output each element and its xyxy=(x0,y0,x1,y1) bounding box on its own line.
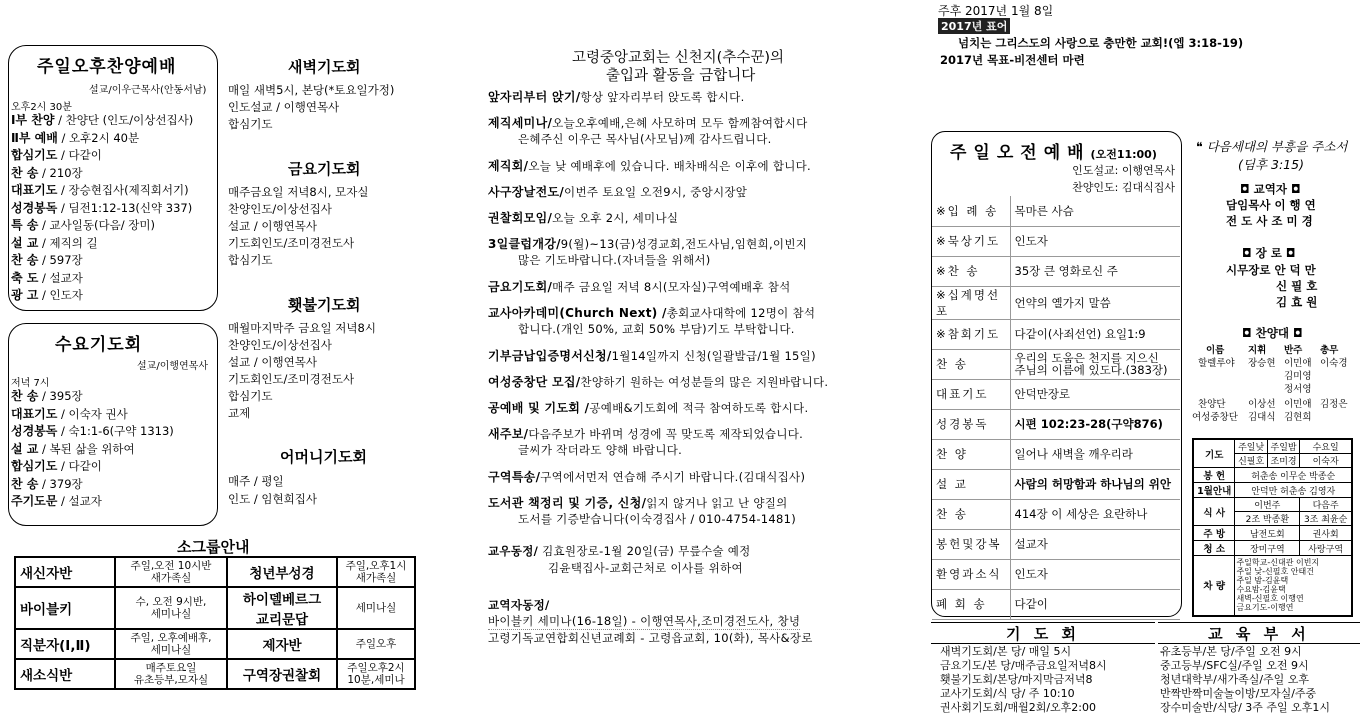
notice-text: 이번주 토요일 오전9시, 중앙시장앞 xyxy=(564,185,748,199)
group-time: 세미나실 xyxy=(337,587,415,629)
order-label: Ⅱ부 예배 xyxy=(11,130,58,145)
order-row xyxy=(11,406,174,424)
vehicle-line: 주일 낮-신필호 안태건 xyxy=(1236,567,1314,577)
worship-row xyxy=(932,349,1180,379)
duty-label: 식 사 xyxy=(1193,498,1235,526)
worship-label: 환영과소식 xyxy=(932,559,1010,589)
order-value: / 다같이 xyxy=(61,148,102,162)
group-name: 제자반 xyxy=(227,629,337,659)
sunday-morning-order xyxy=(932,196,1180,620)
choir-cell: 김대식 xyxy=(1248,412,1276,423)
worship-value: 인도자 xyxy=(1010,226,1180,256)
vehicle-line: 주일학교-신대관 이빈지 xyxy=(1236,558,1320,568)
duty-value xyxy=(1235,556,1352,616)
order-value: / 오후2시 40분 xyxy=(61,130,140,145)
worship-value: 414장 이 세상은 요란하나 xyxy=(1010,499,1180,529)
small-group-row xyxy=(15,659,415,689)
small-groups-title: 소그룹안내 xyxy=(177,538,250,556)
worship-label: 봉헌및강복 xyxy=(932,529,1010,559)
sunday-morning-title: 주일오전예배(오전11:00) xyxy=(950,143,1157,163)
group-time: 수, 오전 9시반, 세미나실 xyxy=(115,587,227,629)
duty-row xyxy=(1193,526,1352,541)
small-groups-table xyxy=(14,556,416,690)
choir-cell: 총무 xyxy=(1320,345,1339,356)
order-row xyxy=(11,441,174,459)
wednesday-title: 수요기도회 xyxy=(55,335,143,355)
order-row xyxy=(11,112,193,130)
education-list xyxy=(1160,645,1330,715)
duty-row xyxy=(1193,498,1352,512)
order-label: 주기도문 xyxy=(11,494,58,508)
order-row xyxy=(11,270,193,288)
worship-label: 설 교 xyxy=(932,469,1010,499)
notice-text: 공예배&기도회에 적극 참여하도록 합시다. xyxy=(589,401,809,415)
choir-cell: 할렐루야 xyxy=(1198,358,1235,369)
worship-row xyxy=(932,286,1180,319)
order-value: / 숙1:1-6(구약 1313) xyxy=(61,424,174,438)
duty-table xyxy=(1192,438,1353,617)
notice-text: 오늘 오후 2시, 세미나실 xyxy=(552,211,679,225)
order-row xyxy=(11,287,193,305)
text-line: 금요기도/본 당/매주금요일저녁8시 xyxy=(940,659,1107,672)
text-line: 매주금요일 저녁8시, 모자실 xyxy=(228,185,369,199)
group-name: 바이블키 xyxy=(15,587,115,629)
notice-item xyxy=(488,494,788,511)
order-value: / 복된 삶을 위하여 xyxy=(42,441,135,456)
notice-item xyxy=(488,373,828,390)
elders-line-1: 시무장로 안 덕 만 xyxy=(1226,263,1316,277)
elders-line-2: 신 필 호 xyxy=(1276,279,1318,293)
worship-row xyxy=(932,226,1180,256)
order-label: 성경봉독 xyxy=(11,424,58,438)
text-line: 청년대학부/새가족실/주일 오후 xyxy=(1160,673,1310,686)
duty-value: 장미구역 xyxy=(1235,541,1300,556)
order-row xyxy=(11,130,193,148)
order-value: / 다같이 xyxy=(61,459,102,473)
text-line: 설교 / 이행연목사 xyxy=(228,219,317,233)
notice-text: 총회교사대학에 12명이 참석 xyxy=(666,306,816,320)
wednesday-leaders: 설교/이행연목사 xyxy=(137,361,208,372)
group-time: 매주토요일 유초등부,모자실 xyxy=(115,659,227,689)
prayer-meetings-title: 기 도 회 xyxy=(1006,625,1080,643)
text-line: 기도회인도/조미경전도사 xyxy=(228,236,355,250)
notice-item xyxy=(488,399,808,416)
vehicle-line: 수요밤-김윤택 xyxy=(1236,585,1286,595)
worship-row xyxy=(932,529,1180,559)
choir-cell: 이상선 xyxy=(1248,399,1276,410)
worship-value: 다같이(사죄선언) 요일1:9 xyxy=(1010,319,1180,349)
group-name: 직분자(Ⅰ,Ⅱ) xyxy=(15,629,115,659)
text-line: 중고등부/SFC실/주일 오전 9시 xyxy=(1160,659,1309,672)
choir-cell: 지휘 xyxy=(1248,345,1267,356)
notice-text: 항상 앞자리부터 앉도록 합시다. xyxy=(580,90,745,104)
text-line: 반짝반짝미술놀이방/모자실/주중 xyxy=(1160,687,1317,700)
notice-item xyxy=(488,209,678,226)
text-line: 찬양인도/이상선집사 xyxy=(228,338,332,352)
text-line: 교제 xyxy=(228,406,251,420)
torch-lines xyxy=(228,320,376,422)
text-line: 새벽기도회/본 당/ 매일 5시 xyxy=(940,645,1072,658)
notice-label: 제직회/ xyxy=(488,159,529,173)
bulletin-date: 주후 2017년 1월 8일 xyxy=(938,4,1054,18)
group-name: 새소식반 xyxy=(15,659,115,689)
notice-item xyxy=(488,425,803,442)
order-row xyxy=(11,476,174,494)
worship-label: ※참회기도 xyxy=(932,319,1010,349)
duty-label: 주 방 xyxy=(1193,526,1235,541)
order-row xyxy=(11,200,193,218)
worship-label: ※입 례 송 xyxy=(932,196,1010,226)
order-row xyxy=(11,458,174,476)
order-label: 설 교 xyxy=(11,441,39,456)
notice-text: 읽지 않거나 읽고 난 양질의 xyxy=(646,496,788,510)
order-value: / 인도자 xyxy=(42,288,83,302)
duty-head-row xyxy=(1193,439,1352,454)
motto-text: 넘치는 그리스도의 사랑으로 충만한 교회!(엡 3:18-19) xyxy=(958,36,1244,50)
year-goal: 2017년 목표-비전센터 마련 xyxy=(940,53,1085,67)
theme-quote-line-2: (딤후 3:15) xyxy=(1238,157,1304,172)
friday-title: 금요기도회 xyxy=(288,160,361,178)
order-value: / 장승현집사(제직회서기) xyxy=(61,183,189,197)
notice-label: 금요기도회/ xyxy=(488,280,553,294)
notice-item xyxy=(488,88,745,105)
order-value: / 379장 xyxy=(42,476,83,491)
worship-value: 35장 큰 영화로신 주 xyxy=(1010,256,1180,286)
notice-label: 권찰회모임/ xyxy=(488,211,553,225)
notice-text: 다음주보가 바뀌며 성경에 꼭 맞도록 제작되었습니다. xyxy=(528,427,804,441)
order-row xyxy=(11,388,174,406)
group-time: 주일오후 xyxy=(337,629,415,659)
area-line-2: 고령기독교연합회신년교례회 - 고령읍교회, 10(화), 목사&장로 xyxy=(488,631,813,645)
clergy-title: ◘ 교역자 ◘ xyxy=(1240,182,1301,196)
duty-value: 안덕만 허춘송 김영자 xyxy=(1235,483,1352,498)
notice-label: 여성중창단 모집/ xyxy=(488,375,581,389)
notice-text: 매주 금요일 저녁 8시(모자실)구역예배후 참석 xyxy=(552,280,791,294)
wednesday-order xyxy=(11,388,174,511)
duty-head: 수요일 xyxy=(1300,439,1352,454)
vehicle-line: 새벽-신필호 이행연 xyxy=(1236,594,1304,604)
text-line: 매월마지막주 금요일 저녁8시 xyxy=(228,321,376,335)
order-label: 특 송 xyxy=(11,218,39,232)
order-value: / 설교자 xyxy=(42,270,83,285)
order-value: / 이숙자 권사 xyxy=(61,406,128,421)
notice-label: 사구장날전도/ xyxy=(488,185,565,199)
friday-lines xyxy=(228,184,368,269)
notice-label: 제직세미나/ xyxy=(488,116,553,130)
notice-item xyxy=(488,347,816,364)
prayer-meetings-list xyxy=(940,645,1107,715)
group-time: 주일오후2시 10분,세미나 xyxy=(337,659,415,689)
sunday-afternoon-title: 주일오후찬양예배 xyxy=(37,57,177,77)
group-name: 구역장권찰회 xyxy=(227,659,337,689)
text-line: 장수미술반/식당/ 3주 주일 오후1시 xyxy=(1160,701,1331,714)
torch-title: 횃불기도회 xyxy=(288,296,361,314)
choir-cell: 찬양단 xyxy=(1198,399,1226,410)
elders-title: ◘ 장 로 ◘ xyxy=(1242,246,1296,260)
choir-cell: 김현희 xyxy=(1284,412,1312,423)
wednesday-box xyxy=(8,323,218,526)
sunday-morning-leader-2: 찬양인도: 김대식집사 xyxy=(1072,181,1175,194)
choir-cell: 이름 xyxy=(1206,345,1225,356)
order-label: 찬 송 xyxy=(11,165,39,180)
notice-item xyxy=(488,114,808,131)
prayer-meetings-header xyxy=(931,622,1155,644)
notice-label: 새주보/ xyxy=(488,427,529,441)
worship-value-line: 우리의 도움은 천지를 지으신 xyxy=(1014,351,1159,365)
group-time: 주일,오후1시 새가족실 xyxy=(337,557,415,587)
notice-text: 오늘오후예배,은혜 사모하며 모두 함께참여합시다 xyxy=(552,116,808,130)
worship-row xyxy=(932,409,1180,439)
theme-quote-line-1: ❝ 다음세대의 부흥을 주소서 xyxy=(1196,139,1348,154)
duty-value: 남전도회 xyxy=(1235,526,1300,541)
worship-row xyxy=(932,589,1180,619)
choir-cell: 정서영 xyxy=(1284,384,1312,395)
order-row xyxy=(11,147,193,165)
worship-row xyxy=(932,499,1180,529)
duty-head: 주일낮 xyxy=(1235,439,1267,454)
worship-label: 성경봉독 xyxy=(932,409,1010,439)
duty-value: 허춘송 이무순 박종순 xyxy=(1235,468,1352,483)
worship-label: 찬 양 xyxy=(932,439,1010,469)
duty-row xyxy=(1193,556,1352,616)
text-line: 교사기도회/식 당/ 주 10:10 xyxy=(940,687,1075,700)
order-value: / 설교자 xyxy=(61,494,102,508)
text-line: 합심기도 xyxy=(228,253,273,267)
notice-label: 교사아카데미(Church Next) / xyxy=(488,306,667,320)
motto-tag: 2017년 표어 xyxy=(938,18,1010,34)
text-line: 권사회기도회/매월2회/오후2:00 xyxy=(940,701,1096,714)
notice-title-1: 고령중앙교회는 신천지(추수꾼)의 xyxy=(572,50,785,66)
duty-value: 조미경 xyxy=(1267,454,1299,468)
choir-cell: 이숙경 xyxy=(1320,358,1348,369)
mothers-title: 어머니기도회 xyxy=(280,448,367,466)
order-label: Ⅰ부 찬양 xyxy=(11,113,55,127)
worship-row xyxy=(932,439,1180,469)
order-value: / 교사일동(다음/ 장미) xyxy=(42,218,155,232)
order-value: / 395장 xyxy=(42,389,83,403)
order-row xyxy=(11,165,193,183)
notice-item xyxy=(488,183,747,200)
worship-value: 설교자 xyxy=(1010,529,1180,559)
order-row xyxy=(11,182,193,200)
worship-row xyxy=(932,319,1180,349)
elders-line-3: 김 효 원 xyxy=(1276,295,1318,309)
choir-cell: 여성중창단 xyxy=(1192,412,1238,423)
clergy-line-2: 전 도 사 조 미 경 xyxy=(1226,214,1313,228)
worship-label: 대표기도 xyxy=(932,379,1010,409)
clergy-line-1: 담임목사 이 행 연 xyxy=(1226,198,1316,212)
worship-row xyxy=(932,559,1180,589)
notice-label: 3일클럽개강/ xyxy=(488,237,561,251)
duty-head: 주일밤 xyxy=(1267,439,1299,454)
notice-label: 기부금납입증명서신청/ xyxy=(488,349,612,363)
order-value: / 제직의 길 xyxy=(42,235,98,250)
vehicle-line: 금요기도-이행연 xyxy=(1236,603,1294,613)
group-name: 새신자반 xyxy=(15,557,115,587)
text-line: 인도 / 임현희집사 xyxy=(228,492,317,506)
text-line: 횃불기도회/본당/마지막금저녁8 xyxy=(940,673,1093,686)
notice-item xyxy=(488,468,805,485)
notice-text: 찬양하기 원하는 여성분들의 많은 지원바랍니다. xyxy=(580,375,829,389)
text-line: 합심기도 xyxy=(228,389,273,403)
notice-text-cont: 글씨가 작더라도 양해 바랍니다. xyxy=(518,443,683,457)
choir-cell: 김미영 xyxy=(1284,371,1312,382)
worship-label: 찬 송 xyxy=(932,349,1010,379)
text-line: 매일 새벽5시, 본당(*토요일가정) xyxy=(228,83,395,97)
choir-cell: 이민애 xyxy=(1284,358,1312,369)
worship-label: ※묵상기도 xyxy=(932,226,1010,256)
group-name: 하이델베르그 교리문답 xyxy=(227,587,337,629)
duty-value: 다음주 xyxy=(1300,498,1352,512)
worship-value: 시편 102:23-28(구약876) xyxy=(1010,409,1180,439)
worship-value: 사람의 허망함과 하나님의 위안 xyxy=(1010,469,1180,499)
duty-value: 이숙자 xyxy=(1300,454,1352,468)
worship-label: ※십계명선포 xyxy=(932,286,1010,319)
text-line: 기도회인도/조미경전도사 xyxy=(228,372,355,386)
notice-label: 앞자리부터 앉기/ xyxy=(488,90,581,104)
area-line-1: 바이블키 세미나(16-18일) - 이행연목사,조미경전도사, 창녕 xyxy=(488,614,801,628)
worship-row xyxy=(932,379,1180,409)
order-row xyxy=(11,217,193,235)
group-name: 청년부성경 xyxy=(227,557,337,587)
notice-text: 9(월)~13(금)성경교회,전도사님,임현희,이빈지 xyxy=(560,237,808,251)
order-value: / 210장 xyxy=(42,165,83,180)
text-line: 매주 / 평일 xyxy=(228,474,284,488)
notice-item xyxy=(488,304,815,321)
order-label: 성경봉독 xyxy=(11,200,58,215)
vehicle-line: 주일 밤-김윤택 xyxy=(1236,576,1289,586)
notice-title-2: 출입과 활동을 금합니다 xyxy=(606,68,756,84)
choir-cell: 김정은 xyxy=(1320,399,1348,410)
choir-cell: 이민애 xyxy=(1284,399,1312,410)
notice-text-cont: 많은 기도바랍니다.(자녀들을 위해서) xyxy=(518,253,711,267)
duty-label: 1월안내 xyxy=(1193,483,1235,498)
order-row xyxy=(11,493,174,511)
worship-value-line: 주님의 이름에 있도다.(383장) xyxy=(1014,363,1168,377)
notice-label: 구역특송/ xyxy=(488,470,541,484)
order-label: 찬 송 xyxy=(11,476,39,491)
worship-value: 인도자 xyxy=(1010,559,1180,589)
order-value: / 597장 xyxy=(42,253,83,267)
text-line: 유초등부/본 당/주일 오전 9시 xyxy=(1160,645,1302,658)
worship-row xyxy=(932,196,1180,226)
notice-text: 오늘 낮 예배후에 있습니다. 배차배식은 이후에 합니다. xyxy=(528,159,811,173)
order-label: 찬 송 xyxy=(11,253,39,267)
order-label: 합심기도 xyxy=(11,148,58,162)
notice-item xyxy=(488,157,811,174)
text-line: 설교 / 이행연목사 xyxy=(228,355,317,369)
worship-label: 폐 회 송 xyxy=(932,589,1010,619)
order-label: 설 교 xyxy=(11,235,39,250)
order-label: 대표기도 xyxy=(11,406,58,421)
order-row xyxy=(11,252,193,270)
dawn-title: 새벽기도회 xyxy=(288,58,361,76)
duty-value: 3조 최윤순 xyxy=(1300,512,1352,526)
worship-row xyxy=(932,256,1180,286)
order-label: 합심기도 xyxy=(11,459,58,473)
worship-value: 목마른 사슴 xyxy=(1010,196,1180,226)
order-row xyxy=(11,235,193,253)
duty-row xyxy=(1193,483,1352,498)
worship-value: 안덕만장로 xyxy=(1010,379,1180,409)
order-label: 대표기도 xyxy=(11,183,58,197)
text-line: 합심기도 xyxy=(228,117,273,131)
worship-value: 다같이 xyxy=(1010,589,1180,619)
worship-value xyxy=(1010,349,1180,379)
notice-text-cont: 은혜주신 이우근 목사님(사모님)께 감사드립니다. xyxy=(518,132,772,146)
notice-label: 도서관 책정리 및 기증, 신청/ xyxy=(488,496,647,510)
mothers-lines xyxy=(228,472,317,508)
small-group-row xyxy=(15,587,415,629)
choir-cell: 반주 xyxy=(1284,345,1303,356)
choir-cell: 장승현 xyxy=(1248,358,1276,369)
notice-item xyxy=(488,235,807,252)
worship-value: 일어나 새벽을 깨우리라 xyxy=(1010,439,1180,469)
moves-line: 교우동정/ 김효원장로-1월 20일(금) 무릎수술 예정 xyxy=(488,544,751,558)
moves-line-2: 김윤택집사-교회근처로 이사를 위하여 xyxy=(548,561,743,575)
sunday-afternoon-time: 오후2시 30분 xyxy=(11,102,72,113)
order-label: 찬 송 xyxy=(11,389,39,403)
duty-value: 사랑구역 xyxy=(1300,541,1352,556)
order-row xyxy=(11,423,174,441)
notice-text: 구역에서먼저 연습해 주시기 바랍니다.(김대식집사) xyxy=(540,470,806,484)
duty-value: 2조 박종환 xyxy=(1235,512,1300,526)
group-time: 주일,오전 10시반 새가족실 xyxy=(115,557,227,587)
sunday-morning-leader-1: 인도설교: 이행연목사 xyxy=(1072,164,1175,177)
duty-label: 청 소 xyxy=(1193,541,1235,556)
small-group-row xyxy=(15,629,415,659)
text-line: 찬양인도/이상선집사 xyxy=(228,202,332,216)
group-time: 주일, 오후예배후, 세미나실 xyxy=(115,629,227,659)
worship-label: ※찬 송 xyxy=(932,256,1010,286)
notice-text: 1월14일까지 신청(일괄발급/1월 15일) xyxy=(611,349,816,363)
order-value: / 찬양단 (인도/이상선집사) xyxy=(58,113,194,127)
dawn-lines xyxy=(228,82,394,133)
duty-label: 봉 헌 xyxy=(1193,468,1235,483)
duty-value: 이번주 xyxy=(1235,498,1300,512)
order-label: 축 도 xyxy=(11,270,39,285)
small-group-row xyxy=(15,557,415,587)
duty-value: 권사회 xyxy=(1300,526,1352,541)
area-title: 교역자동정/ xyxy=(488,598,550,612)
duty-label: 차 량 xyxy=(1193,556,1235,616)
worship-value: 언약의 옐가지 말씀 xyxy=(1010,286,1180,319)
choir-title: ◘ 찬양대 ◘ xyxy=(1242,326,1303,340)
duty-label: 기도 xyxy=(1193,439,1235,468)
duty-row xyxy=(1193,541,1352,556)
notice-text-cont: 합니다.(개인 50%, 교회 50% 부담)기도 부탁합니다. xyxy=(518,322,795,336)
wednesday-time: 저녁 7시 xyxy=(11,378,50,389)
sunday-afternoon-box xyxy=(8,45,218,311)
theme-quote xyxy=(1196,137,1347,173)
sunday-afternoon-order xyxy=(11,112,193,305)
notice-text-cont: 도서를 기증받습니다(이숙경집사 / 010-4754-1481) xyxy=(518,512,797,526)
education-title: 교 육 부 서 xyxy=(1208,625,1310,643)
order-value: / 딤전1:12-13(신약 337) xyxy=(61,200,193,215)
worship-label: 찬 송 xyxy=(932,499,1010,529)
duty-value: 신필호 xyxy=(1235,454,1267,468)
sunday-afternoon-leaders: 설교/이우근목사(안동서남) xyxy=(89,85,207,96)
duty-row xyxy=(1193,468,1352,483)
notice-item xyxy=(488,278,791,295)
sunday-morning-box xyxy=(931,131,1182,617)
text-line: 인도설교 / 이행연목사 xyxy=(228,100,340,114)
order-label: 광 고 xyxy=(11,288,39,302)
worship-row xyxy=(932,469,1180,499)
notice-label: 공예배 및 기도회 / xyxy=(488,401,590,415)
education-header xyxy=(1158,622,1360,644)
